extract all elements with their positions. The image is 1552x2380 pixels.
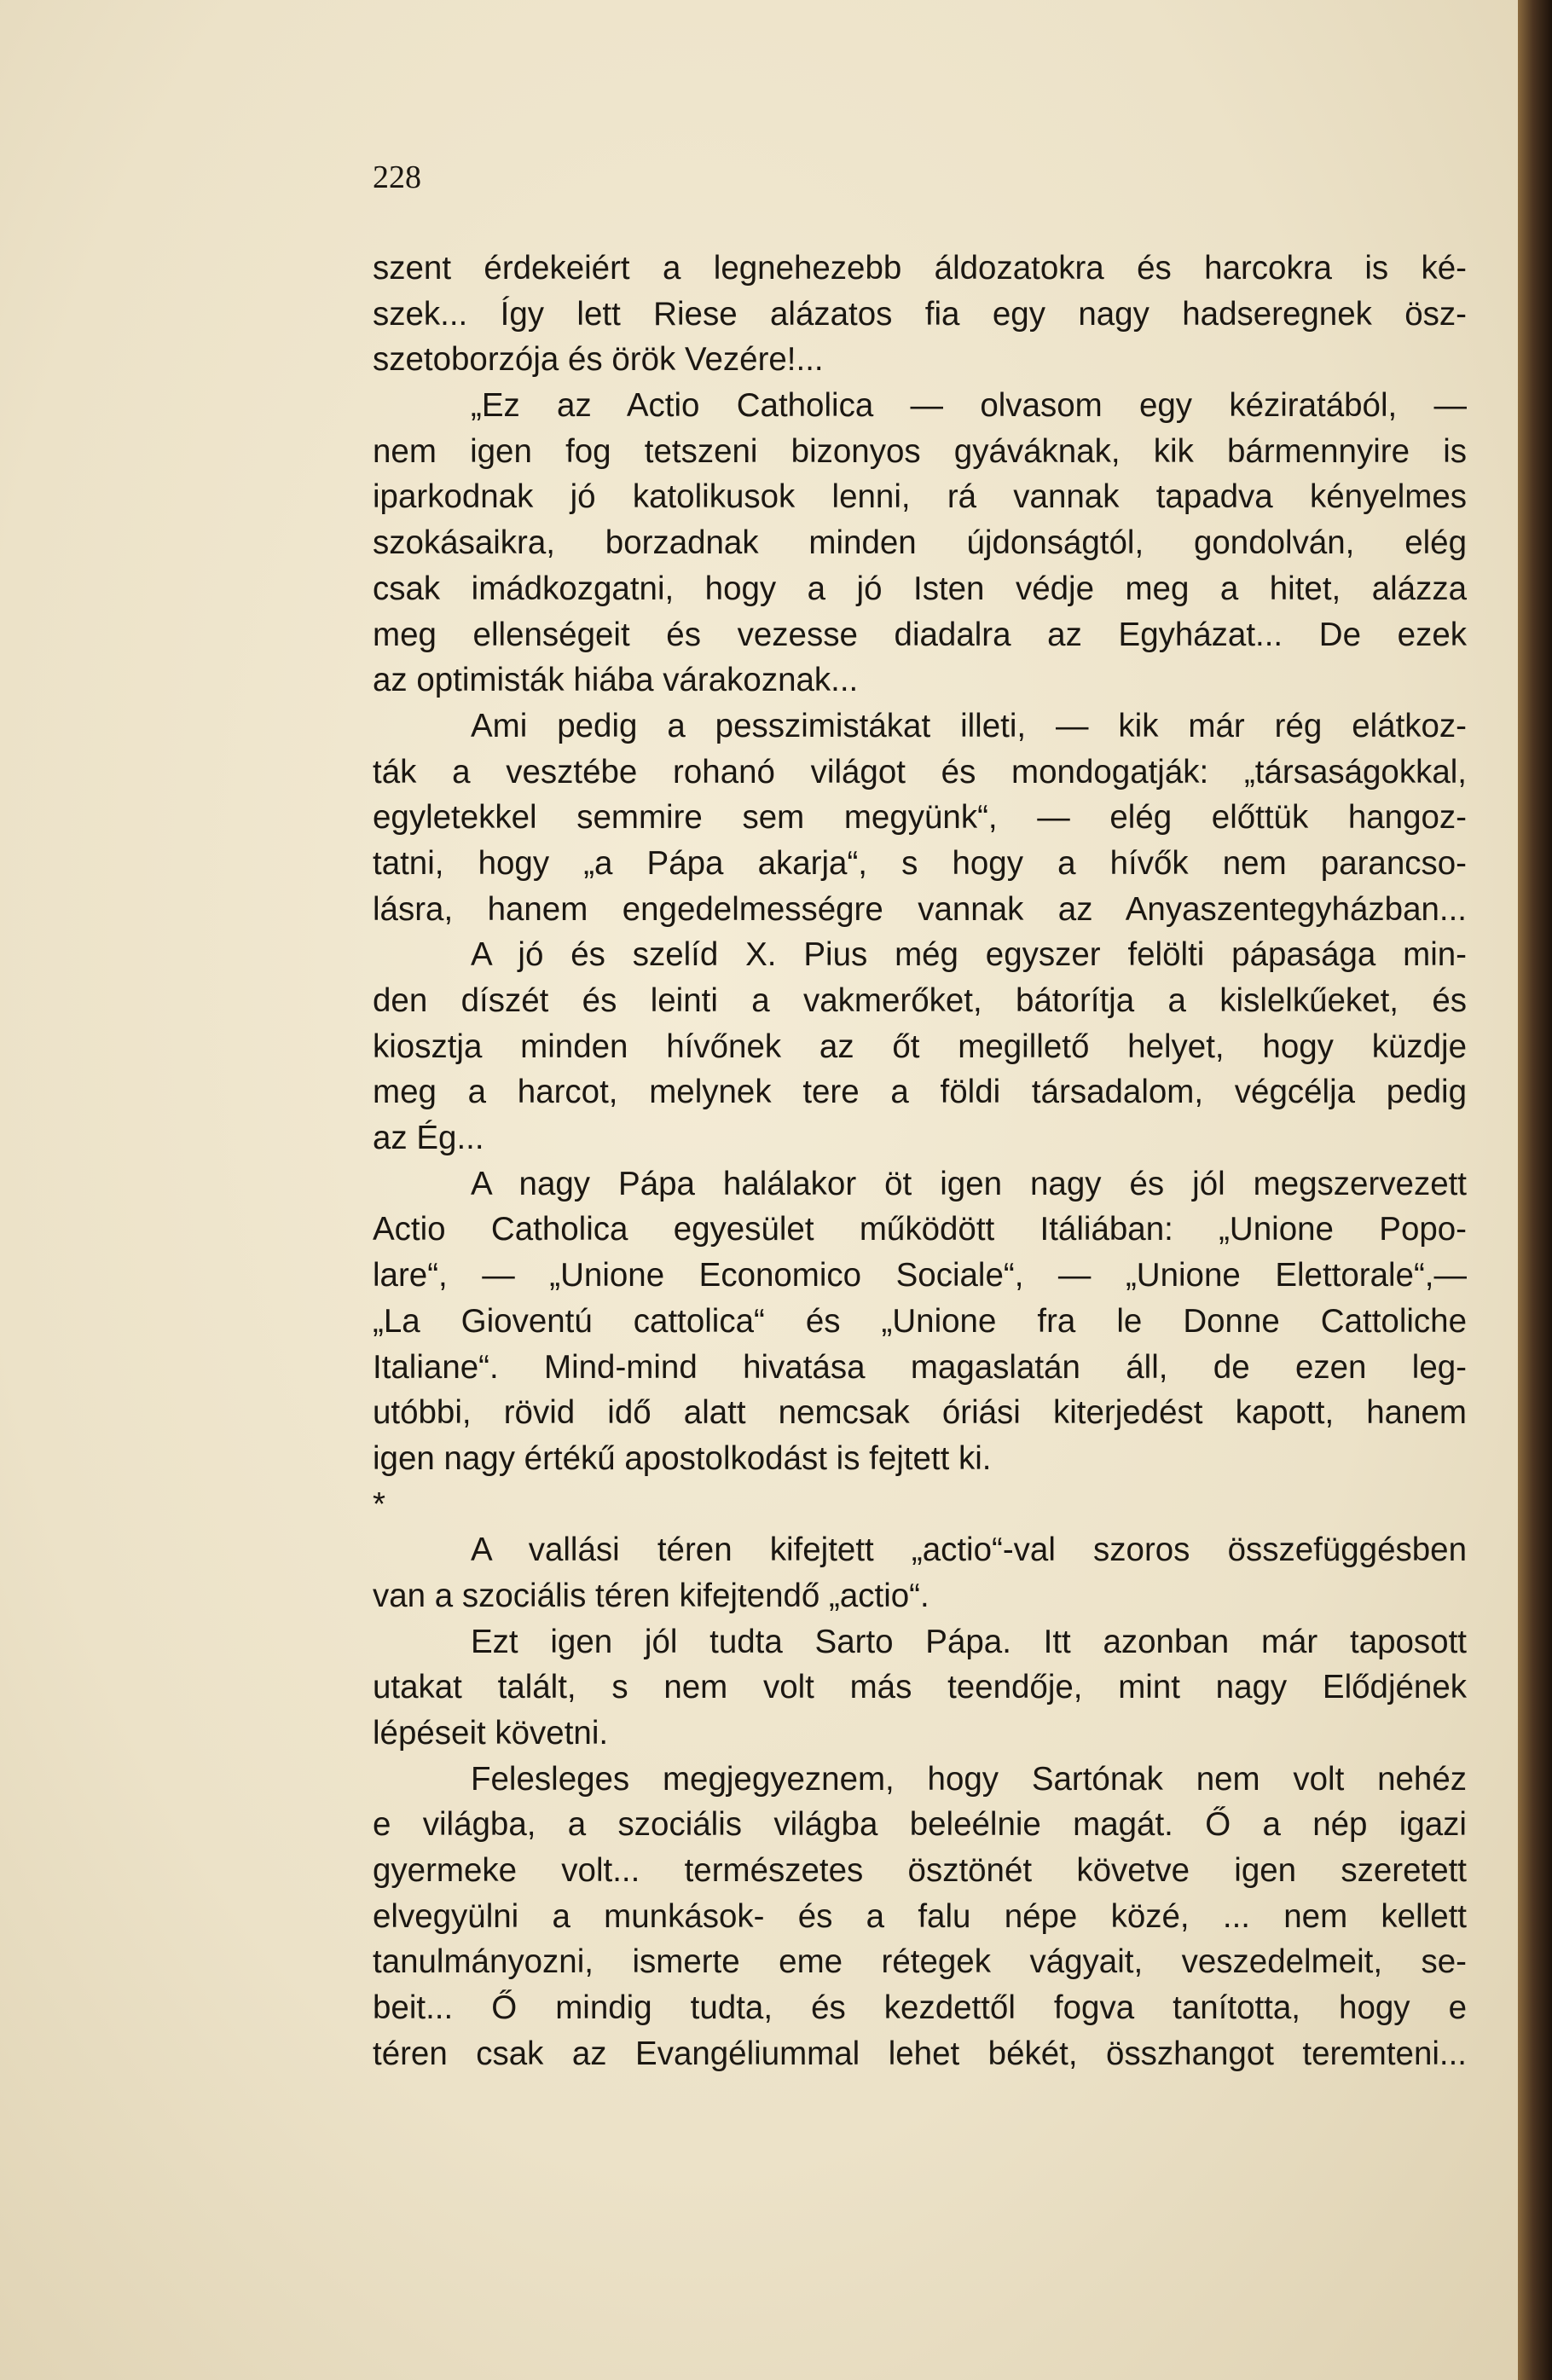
text-line: A jó és szelíd X. Pius még egyszer felölti pápasága min- [471, 936, 1467, 974]
text-line: kiosztja minden hívőnek az őt megillető helyet, hogy küzdje [373, 1028, 1467, 1065]
text-line: az optimisták hiába várakoznak... [373, 662, 859, 699]
text-line: iparkodnak jó katolikusok lenni, rá vannak tapadva kényelmes [373, 478, 1467, 516]
text-line: Italiane“. Mind-mind hivatása magaslatán áll, de ezen leg- [373, 1348, 1467, 1386]
text-line: e világba, a szociális világba beleélnie magát. Ő a nép igazi [373, 1806, 1467, 1844]
text-line: ták a vesztébe rohanó világot és mondogatják: „társaságokkal, [373, 753, 1467, 790]
text-line: beit... Ő mindig tudta, és kezdettől fogva tanította, hogy e [373, 1989, 1467, 2027]
text-line: tatni, hogy „a Pápa akarja“, s hogy a hívők nem parancso- [373, 844, 1467, 882]
text-line: van a szociális téren kifejtendő „actio“. [373, 1577, 929, 1614]
text-line: Actio Catholica egyesület működött Itáliában: „Unione Popo- [373, 1211, 1467, 1248]
text-line: elvegyülni a munkások- és a falu népe közé, ... nem kellett [373, 1897, 1467, 1935]
body-text [373, 246, 1467, 2077]
text-line: utóbbi, rövid idő alatt nemcsak óriási kiterjedést kapott, hanem [373, 1394, 1467, 1432]
text-line: Felesleges megjegyeznem, hogy Sartónak nem volt nehéz [471, 1760, 1467, 1798]
section-divider-star: * [373, 1485, 385, 1523]
page-number: 228 [373, 159, 421, 195]
text-line: lare“, — „Unione Economico Sociale“, — „Unione Elettorale“,— [373, 1257, 1467, 1294]
text-line: lásra, hanem engedelmességre vannak az Anyaszentegyházban... [373, 890, 1467, 928]
text-line: csak imádkozgatni, hogy a jó Isten védje meg a hitet, alázza [373, 570, 1467, 607]
text-line: az Ég... [373, 1120, 484, 1157]
text-line: tanulmányozni, ismerte eme rétegek vágyait, veszedelmeit, se- [373, 1943, 1467, 1981]
text-line: szokásaikra, borzadnak minden újdonságtól, gondolván, elég [373, 524, 1467, 562]
text-line: den díszét és leinti a vakmerőket, bátorítja a kislelkűeket, és [373, 982, 1467, 1019]
text-line: téren csak az Evangéliummal lehet békét, összhangot teremteni... [373, 2035, 1467, 2072]
text-line: „Ez az Actio Catholica — olvasom egy kéziratából, — [471, 387, 1467, 425]
text-line: lépéseit követni. [373, 1715, 609, 1752]
text-line: „La Gioventú cattolica“ és „Unione fra le Donne Cattoliche [373, 1302, 1467, 1340]
text-line: Ezt igen jól tudta Sarto Pápa. Itt azonban már taposott [471, 1623, 1467, 1660]
text-line: igen nagy értékű apostolkodást is fejtett ki. [373, 1439, 992, 1477]
text-line: utakat talált, s nem volt más teendője, mint nagy Elődjének [373, 1669, 1467, 1706]
text-line: nem igen fog tetszeni bizonyos gyáváknak, kik bármennyire is [373, 432, 1467, 470]
text-line: egyletekkel semmire sem megyünk“, — elég előttük hangoz- [373, 799, 1467, 837]
page-edge-shadow [1518, 0, 1552, 2380]
text-line: szetoborzója és örök Vezére!... [373, 341, 824, 379]
text-line: A vallási téren kifejtett „actio“-val szoros összefüggésben [471, 1532, 1467, 1569]
text-line: gyermeke volt... természetes ösztönét követve igen szeretett [373, 1852, 1467, 1890]
text-line: szek... Így lett Riese alázatos fia egy nagy hadseregnek ösz- [373, 295, 1467, 333]
text-line: meg ellenségeit és vezesse diadalra az Egyházat... De ezek [373, 616, 1467, 653]
text-line: szent érdekeiért a legnehezebb áldozatokra és harcokra is ké- [373, 250, 1467, 287]
text-line: Ami pedig a pesszimistákat illeti, — kik már rég elátkoz- [471, 707, 1467, 744]
text-line: A nagy Pápa halálakor öt igen nagy és jól megszervezett [471, 1165, 1467, 1202]
text-line: meg a harcot, melynek tere a földi társadalom, végcélja pedig [373, 1074, 1467, 1111]
